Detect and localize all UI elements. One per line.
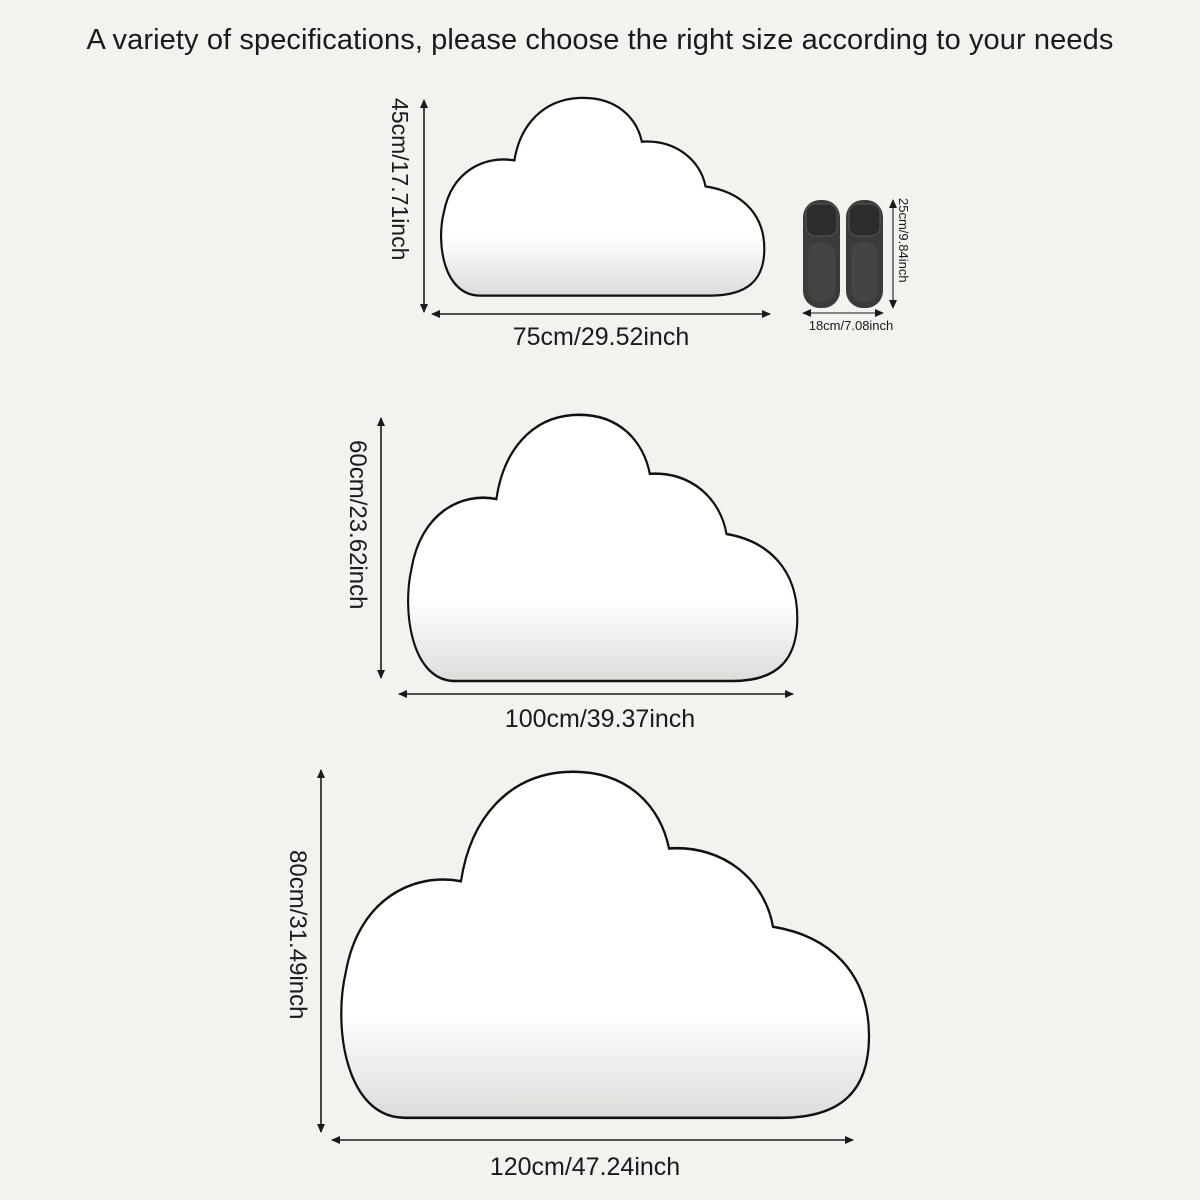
slipper-right — [846, 200, 883, 308]
medium-width-label: 100cm/39.37inch — [504, 705, 696, 733]
large-width-label: 120cm/47.24inch — [489, 1153, 681, 1181]
slipper-left — [803, 200, 840, 308]
slipper-height-label: 25cm/9.84inch — [896, 198, 911, 283]
slipper-width-label: 18cm/7.08inch — [808, 318, 894, 333]
headline: A variety of specifications, please choose the right size according to your needs — [86, 24, 1114, 56]
medium-height-label: 60cm/23.62inch — [344, 440, 371, 610]
large-rug — [284, 770, 869, 1181]
large-height-label: 80cm/31.49inch — [284, 850, 311, 1020]
medium-rug — [344, 415, 797, 733]
small-width-label: 75cm/29.52inch — [512, 323, 690, 351]
slippers-reference — [803, 198, 911, 333]
small-rug — [387, 98, 770, 351]
small-height-label: 45cm/17.71inch — [387, 98, 413, 261]
